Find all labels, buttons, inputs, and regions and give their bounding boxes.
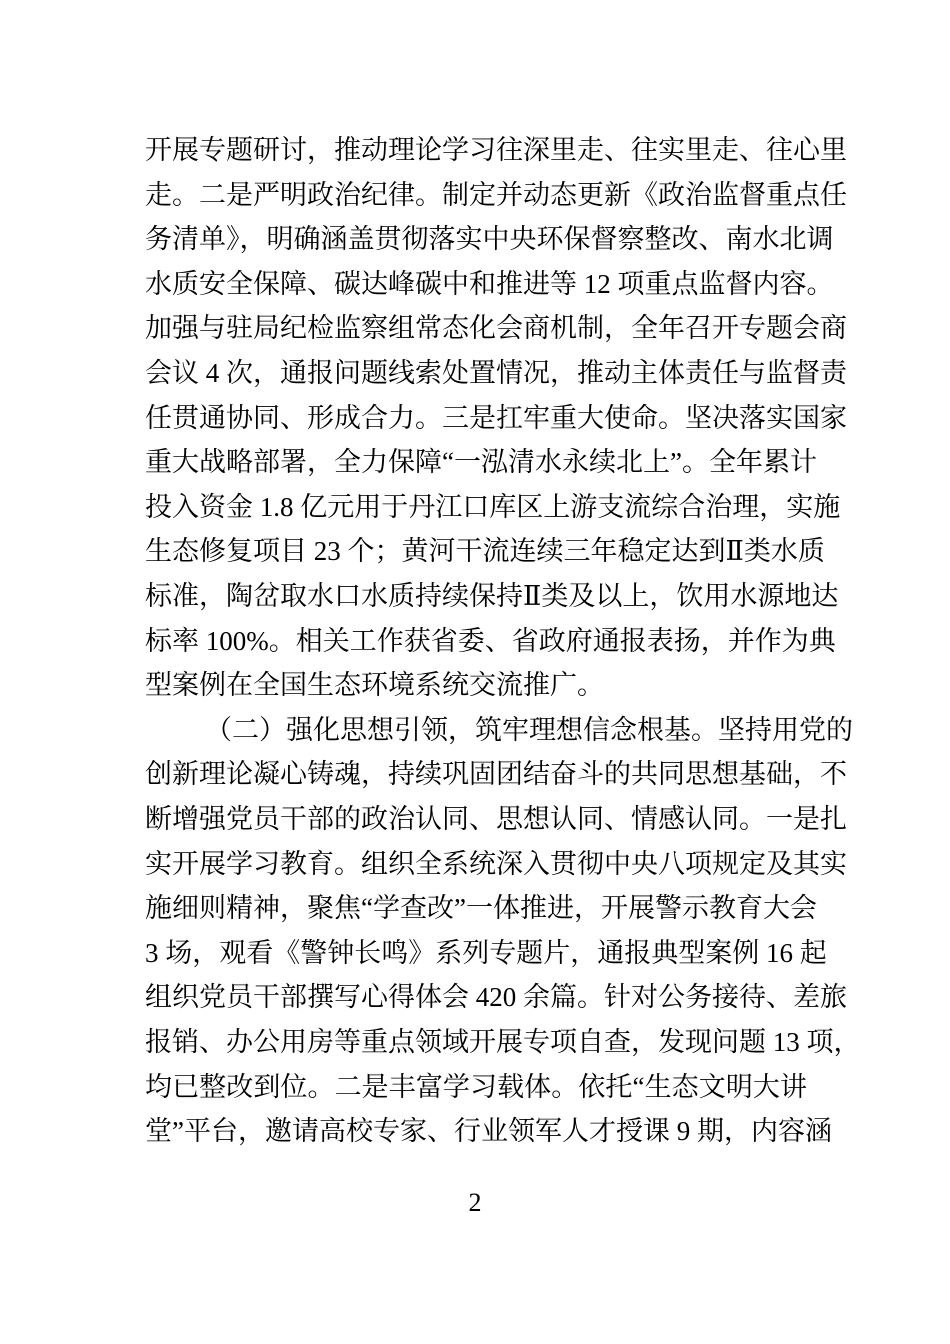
paragraph-1-line: 开展专题研讨，推动理论学习往深里走、往实里走、往心里 (145, 135, 847, 165)
paragraph-2-line: 断增强党员干部的政治认同、思想认同、情感认同。一是扎 (145, 804, 847, 834)
paragraph-1-line: 任贯通协同、形成合力。三是扛牢重大使命。坚决落实国家 (145, 402, 847, 433)
paragraph-1-line: 型案例在全国生态环境系统交流推广。 (145, 670, 604, 701)
paragraph-1-line: 会议 4 次，通报问题线索处置情况，推动主体责任与监督责 (145, 358, 847, 388)
paragraph-1-line: 标准，陶岔取水口水质持续保持Ⅱ类及以上，饮用水源地达 (145, 581, 839, 611)
paragraph-2-line: 实开展学习教育。组织全系统深入贯彻中央八项规定及其实 (145, 848, 847, 879)
paragraph-1-line: 标率 100%。相关工作获省委、省政府通报表扬，并作为典 (145, 625, 836, 656)
paragraph-1-line: 走。二是严明政治纪律。制定并动态更新《政治监督重点任 (145, 179, 847, 210)
page-number: 2 (468, 1188, 482, 1217)
paragraph-2-line: 均已整改到位。二是丰富学习载体。依托“生态文明大讲 (145, 1071, 807, 1102)
paragraph-2-line: 堂”平台，邀请高校专家、行业领军人才授课 9 期，内容涵 (145, 1116, 832, 1147)
paragraph-2-line: 创新理论凝心铸魂，持续巩固团结奋斗的共同思想基础，不 (145, 759, 847, 790)
paragraph-2-line: 报销、办公用房等重点领域开展专项自查，发现问题 13 项， (145, 1027, 861, 1057)
paragraph-1-line: 投入资金 1.8 亿元用于丹江口库区上游支流综合治理，实施 (145, 491, 841, 522)
paragraph-1-line: 重大战略部署，全力保障“一泓清水永续北上”。全年累计 (145, 447, 817, 478)
paragraph-2-line: 组织党员干部撰写心得体会 420 余篇。针对公务接待、差旅 (145, 982, 847, 1013)
paragraph-2-line: 施细则精神，聚焦“学查改”一体推进，开展警示教育大会 (145, 893, 817, 924)
paragraph-1-line: 水质安全保障、碳达峰碳中和推进等 12 项重点监督内容。 (145, 268, 834, 299)
paragraph-1-line: 务清单》，明确涵盖贯彻落实中央环保督察整改、南水北调 (145, 224, 834, 255)
paragraph-2-line: 3 场，观看《警钟长鸣》系列专题片，通报典型案例 16 起 (145, 937, 827, 968)
paragraph-1-line: 生态修复项目 23 个；黄河干流连续三年稳定达到Ⅱ类水质 (145, 536, 825, 567)
paragraph-2-line: （二）强化思想引领，筑牢理想信念根基。坚持用党的 (205, 714, 853, 745)
paragraph-1-line: 加强与驻局纪检监察组常态化会商机制，全年召开专题会商 (145, 313, 847, 344)
